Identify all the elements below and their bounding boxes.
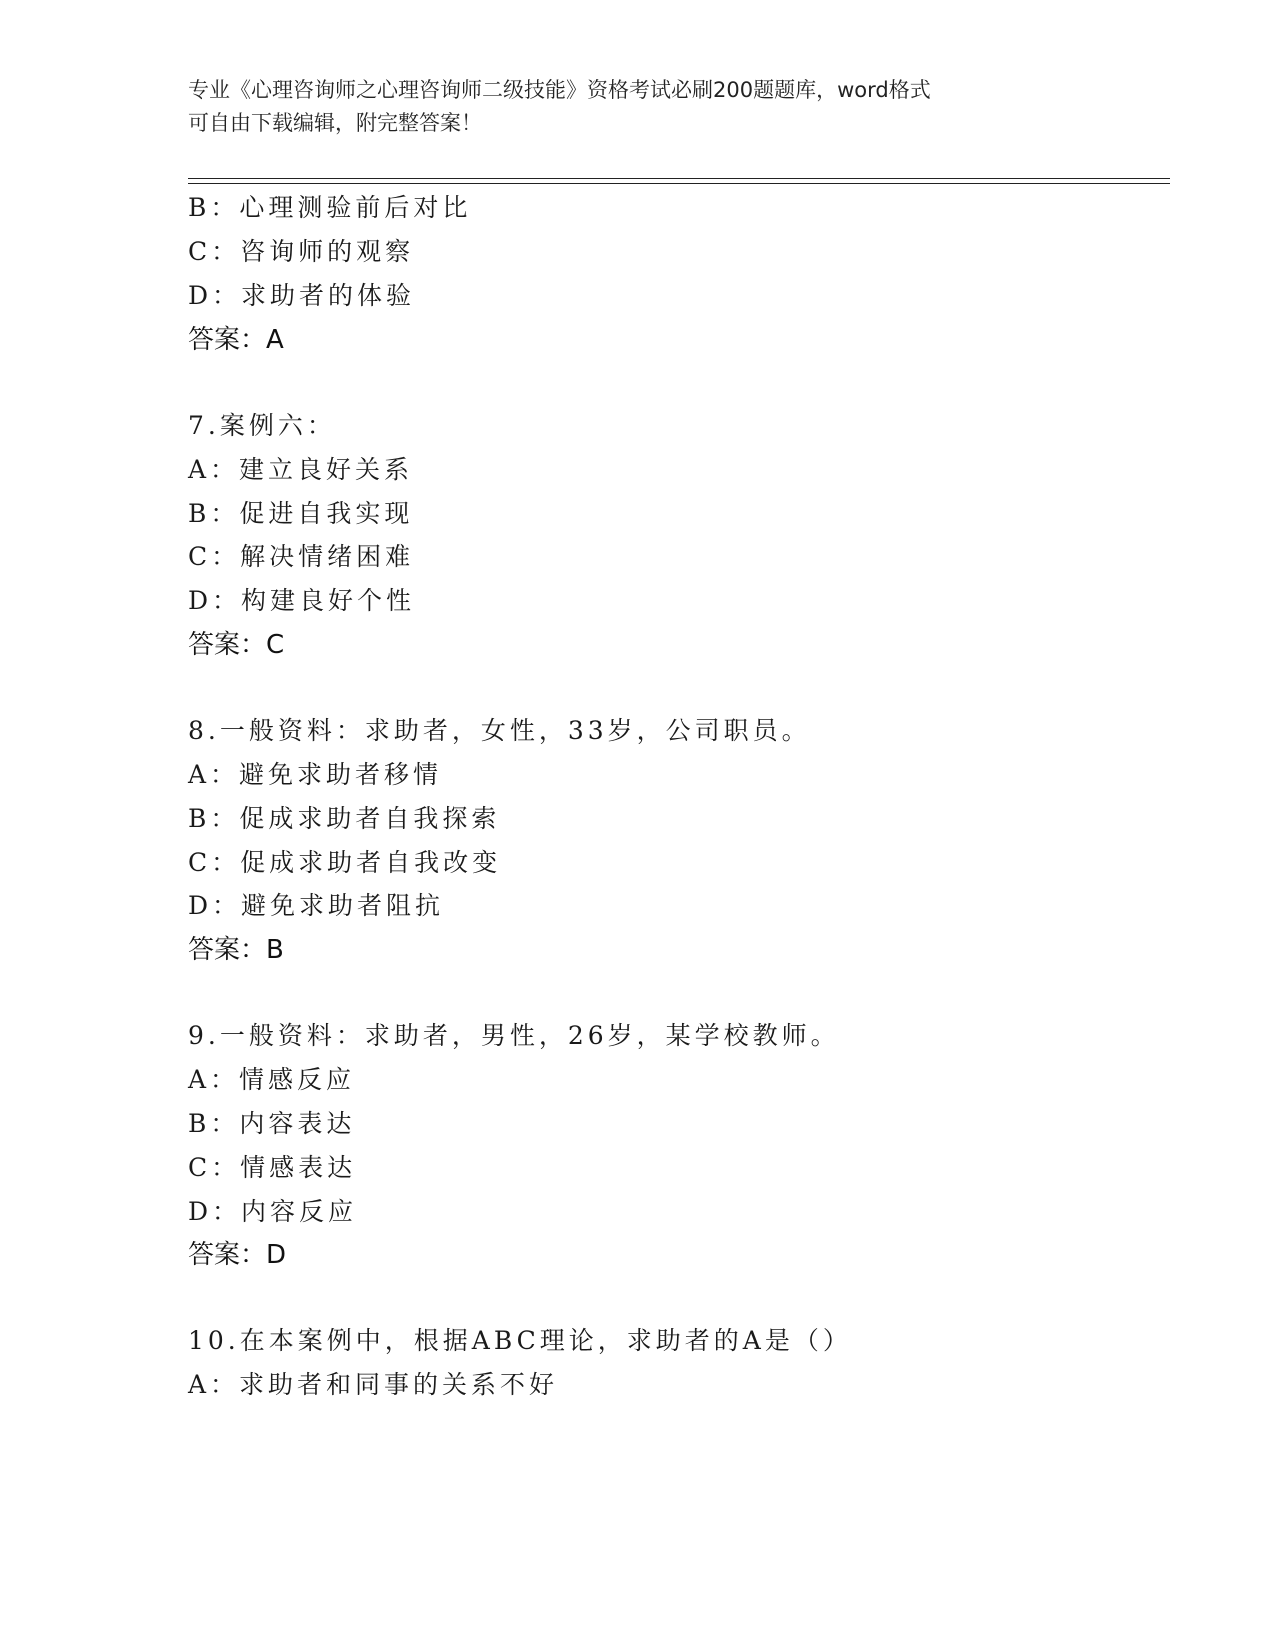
document-header	[188, 74, 1088, 140]
q6-answer: 答案：A	[188, 325, 284, 355]
q7-option-b: B：促进自我实现	[188, 499, 414, 528]
q10-question: 10.在本案例中，根据ABC理论，求助者的A是（）	[188, 1326, 852, 1355]
q7-option-a: A：建立良好关系	[188, 455, 414, 484]
q6-option-d: D：求助者的体验	[188, 281, 416, 310]
q8-option-b: B：促成求助者自我探索	[188, 804, 501, 833]
q10-option-a: A：求助者和同事的关系不好	[188, 1370, 559, 1399]
q9-option-b: B：内容表达	[188, 1109, 356, 1138]
header-title-line-2: 可自由下载编辑，附完整答案！	[188, 111, 482, 135]
q6-option-b: B：心理测验前后对比	[188, 193, 472, 222]
q7-question: 7.案例六：	[188, 411, 336, 440]
header-divider-bottom	[188, 183, 1170, 184]
q6-option-c: C：咨询师的观察	[188, 237, 415, 266]
q9-option-a: A：情感反应	[188, 1065, 356, 1094]
q7-answer: 答案：C	[188, 630, 285, 660]
header-title-line-1: 专业《心理咨询师之心理咨询师二级技能》资格考试必刷200题题库，word格式	[188, 78, 931, 102]
q8-option-d: D：避免求助者阻抗	[188, 891, 445, 920]
q9-option-d: D：内容反应	[188, 1197, 358, 1226]
q8-answer: 答案：B	[188, 935, 284, 965]
q8-question: 8.一般资料：求助者，女性，33岁，公司职员。	[188, 716, 811, 745]
q7-option-d: D：构建良好个性	[188, 586, 416, 615]
header-divider-top	[188, 178, 1170, 179]
q9-option-c: C：情感表达	[188, 1153, 357, 1182]
q8-option-a: A：避免求助者移情	[188, 760, 443, 789]
q9-question: 9.一般资料：求助者，男性，26岁，某学校教师。	[188, 1021, 840, 1050]
q8-option-c: C：促成求助者自我改变	[188, 848, 502, 877]
q9-answer: 答案：D	[188, 1240, 287, 1270]
q7-option-c: C：解决情绪困难	[188, 542, 415, 571]
